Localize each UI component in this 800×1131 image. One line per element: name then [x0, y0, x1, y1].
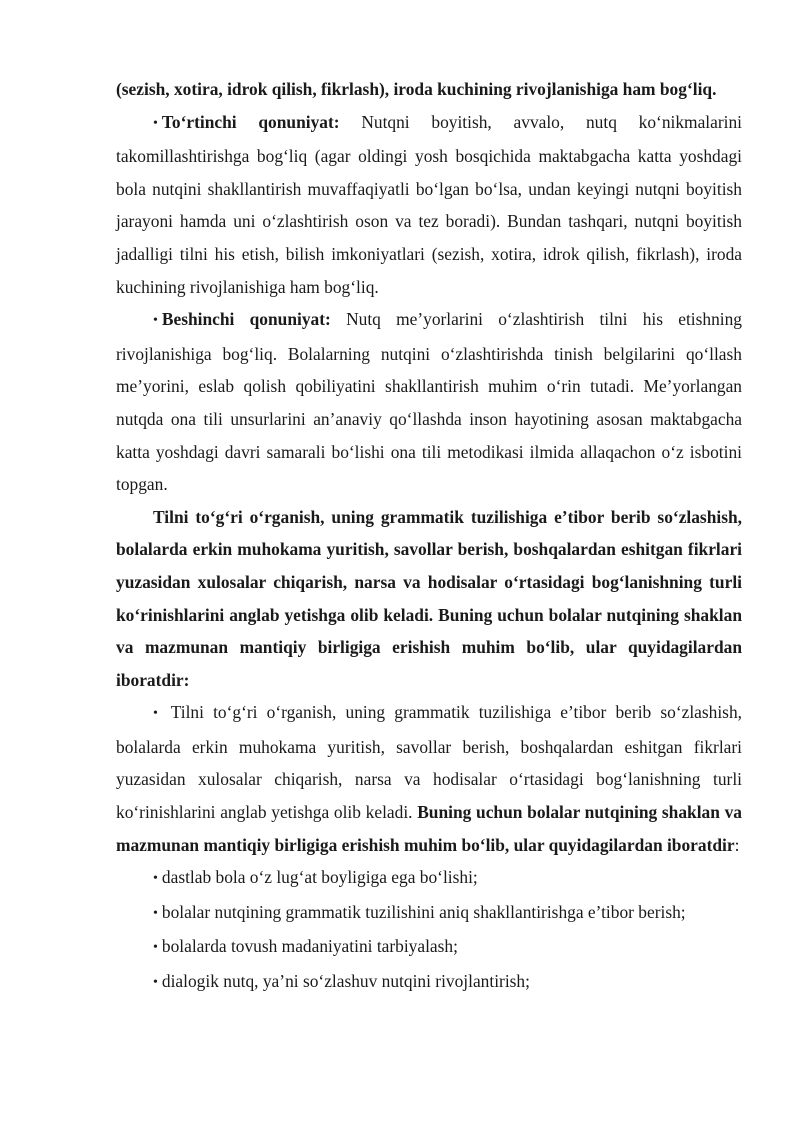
list-item — [116, 965, 742, 1000]
bullet-icon: • — [153, 706, 158, 722]
bullet-icon: • — [153, 975, 158, 991]
bullet-icon: • — [153, 905, 158, 921]
paragraph-fifth-law — [116, 303, 742, 501]
bullet-icon: • — [153, 871, 158, 887]
paragraph-bold-summary — [116, 501, 742, 697]
paragraph-text: Tilni to‘g‘ri o‘rganish, uning grammatik tuzilishiga e’tibor berib so‘zlashish, bolalarda erkin muhokama yuritish, savollar berish, boshqalardan eshitgan fikrlari yuzasidan xulosalar chiqarish, narsa va hodisalar o‘rtasidagi bog‘lanishning turli ko‘rinishlarini anglab yetishga olib keladi. Buning uchun bolalar nutqining shaklan va mazmunan mantiqiy birligiga erishish muhim bo‘lib, ular quyidagilardan iboratdir: — [116, 506, 742, 690]
bullet-icon: • — [153, 115, 158, 131]
list-item-text: bolalar nutqining grammatik tuzilishini aniq shakllantirishga e’tibor berish; — [161, 901, 686, 922]
law-title: Beshinchi qonuniyat: — [161, 309, 331, 330]
paragraph-text: Nutqni boyitish, avvalo, nutq ko‘nikmalarini takomillashtirishga bog‘liq (agar oldingi yosh bosqichida maktabgacha katta yoshdagi bola nutqini shakllantirish muvaffaqiyatli bo‘lgan bo‘lsa, undan keyingi nutqni boyitish jarayoni hamda uni o‘zlashtirish oson va tez boradi). Bundan tashqari, nutqni boyitish jadalligi tilni his etish, bilish imkoniyatlari (sezish, xotira, idrok qilish, fikrlash), iroda kuchining rivojlanishiga ham bog‘liq. — [116, 111, 742, 297]
paragraph-text: Tilni to‘g‘ri o‘rganish, uning grammatik tuzilishiga e’tibor berib so‘zlashish, bolalarda erkin muhokama yuritish, savollar berish, boshqalardan eshitgan fikrlari yuzasidan xulosalar chiqarish, narsa va hodisalar o‘rtasidagi bog‘lanishning turli ko‘rinishlarini anglab yetishga olib keladi. — [116, 702, 742, 823]
document-page — [116, 73, 742, 1000]
paragraph-text: Nutq me’yorlarini o‘zlashtirish tilni his etishning rivojlanishiga bog‘liq. Bolalarning nutqini o‘zlashtirishda tinish belgilarini qo‘llash me’yorini, eslab qolish qobiliyatini shakllantirish muhim o‘rin tutadi. Me’yorlangan nutqda ona tili unsurlarini an’anaviy qo‘llashda inson hayotining asosan maktabgacha katta yoshdagi davri samarali bo‘lishi ona tili metodikasi ilmida allaqachon o‘z isbotini topgan. — [116, 309, 742, 495]
paragraph-bold-text: Buning uchun bolalar nutqining shaklan va mazmunan mantiqiy birligiga erishish muhim bo‘lib, ular quyidagilardan iboratdir — [116, 802, 742, 855]
paragraph-continuation — [116, 73, 742, 106]
list-item — [116, 861, 742, 896]
paragraph-tail: : — [734, 834, 740, 855]
law-title: To‘rtinchi qonuniyat: — [161, 111, 340, 132]
list-item-text: dastlab bola o‘z lug‘at boyligiga ega bo‘lishi; — [161, 867, 478, 888]
paragraph-fourth-law — [116, 106, 742, 304]
bullet-icon: • — [153, 940, 158, 956]
paragraph-bullet-summary — [116, 696, 742, 861]
paragraph-text: (sezish, xotira, idrok qilish, fikrlash), iroda kuchining rivojlanishiga ham bog‘liq. — [116, 79, 717, 99]
list-item-text: dialogik nutq, ya’ni so‘zlashuv nutqini rivojlantirish; — [161, 971, 530, 992]
list-item — [116, 896, 742, 931]
list-item — [116, 930, 742, 965]
list-item-text: bolalarda tovush madaniyatini tarbiyalash; — [161, 936, 458, 957]
bullet-icon: • — [153, 313, 158, 329]
